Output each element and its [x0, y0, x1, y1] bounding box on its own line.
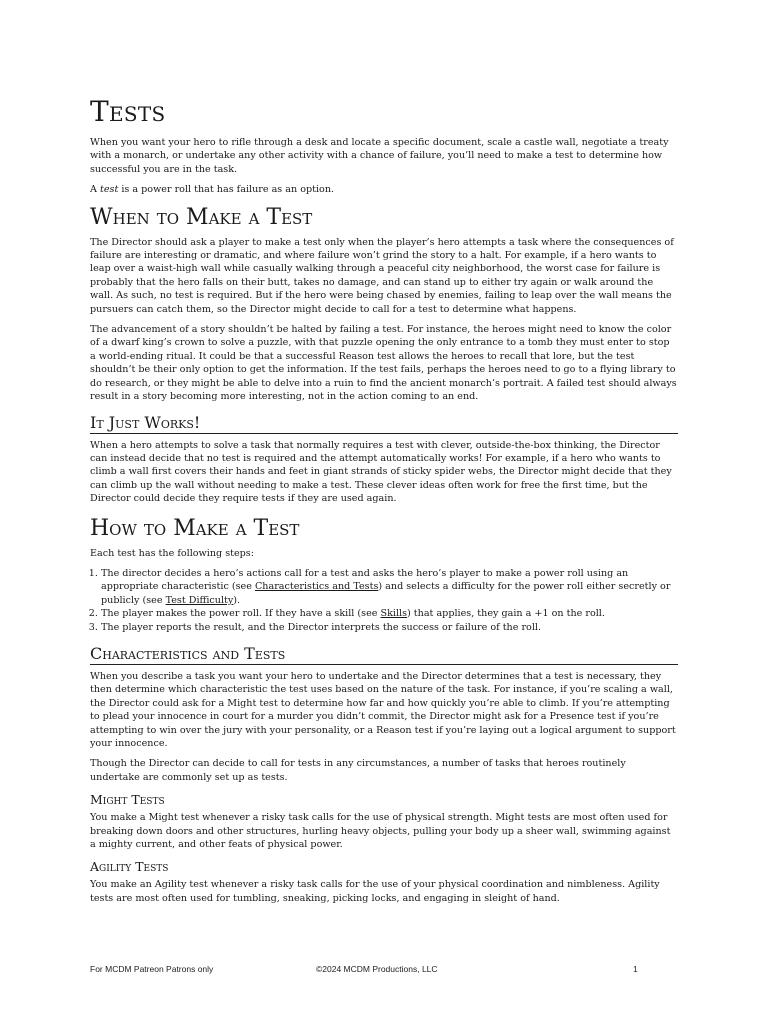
agility-paragraph: You make an Agility test whenever a risky task calls for the use of your physical coordination and nimbleness. Agility tests are most often used for tumbling, sneaking, picking locks, and engaging in sleight of hand. [90, 879, 660, 904]
heading-characteristics-and-tests: Characteristics and Tests [90, 644, 678, 665]
page-title: Tests [90, 95, 166, 128]
footer-patron-notice: For MCDM Patreon Patrons only [90, 964, 214, 974]
definition-suffix: is a power roll that has failure as an option. [118, 184, 335, 196]
document-body [90, 92, 678, 905]
characteristics-paragraph-2: Though the Director can decide to call for tests in any circumstances, a number of tasks that heroes routinely undertake are commonly set up as tests. [90, 758, 626, 783]
test-definition [90, 183, 678, 196]
step-1: 1. The director decides a hero’s actions call for a test and asks the hero’s player to make a power roll using an appropriate characteristic (see Characteristics and Tests) and selects a difficulty for the power roll either secretly or publicly (see Test Difficulty). [101, 567, 678, 607]
footer-copyright: ©2024 MCDM Productions, LLC [316, 964, 438, 974]
heading-might-tests: Might Tests [90, 792, 165, 808]
link-characteristics-and-tests[interactable]: Characteristics and Tests [254, 581, 379, 593]
step-2: 2. The player makes the power roll. If they have a skill (see Skills) that applies, they gain a +1 on the roll. [101, 607, 678, 620]
works-paragraph: When a hero attempts to solve a task that normally requires a test with clever, outside-the-box thinking, the Director can instead decide that no test is required and the attempt automatically works! For example, if a hero who wants to climb a wall first covers their hands and feet in giant strands of sticky spider webs, the Director might decide that they can climb up the wall without needing to make a test. These clever ideas often work for free the first time, but the Director could decide they require tests if they are used again. [90, 439, 672, 505]
link-test-difficulty[interactable]: Test Difficulty [165, 594, 234, 606]
steps-list [90, 567, 678, 634]
heading-when-to-make-a-test: When to Make a Test [90, 204, 313, 230]
definition-term: test [99, 184, 119, 196]
page-footer [90, 964, 638, 976]
step-3: 3. The player reports the result, and the Director interprets the success or failure of the roll. [101, 621, 678, 634]
page-number: 1 [633, 964, 638, 974]
link-skills[interactable]: Skills [380, 608, 408, 620]
might-paragraph: You make a Might test whenever a risky task calls for the use of physical strength. Might tests are most often used for breaking down doors and other structures, hurling heavy objects, pulling your body up a sheer wall, swimming against a mighty current, and other feats of physical power. [90, 812, 671, 851]
characteristics-paragraph-1: When you describe a task you want your hero to undertake and the Director determines that a test is necessary, they then determine which characteristic the test uses based on the nature of the task. For instance, if you’re scaling a wall, the Director could ask for a Might test to determine how far and how quickly you’re able to climb. If you’re attempting to plead your innocence in court for a murder you didn’t commit, the Director might ask for a Presence test if you’re attempting to win over the jury with your personality, or a Reason test if you’re laying out a logical argument to support your innocence. [90, 670, 676, 749]
heading-agility-tests: Agility Tests [90, 859, 169, 875]
intro-paragraph: When you want your hero to rifle through a desk and locate a specific document, scale a castle wall, negotiate a treaty with a monarch, or undertake any other activity with a chance of failure, you’ll need to make a test to determine how successful you are in the task. [90, 137, 669, 175]
when-paragraph-1: The Director should ask a player to make a test only when the player’s hero attempts a task where the consequences of failure are interesting or dramatic, and where failure won’t grind the story to a halt. For example, if a hero wants to leap over a waist-high wall while casually walking through a peaceful city neighborhood, the worst case for failure is probably that the hero falls on their butt, takes no damage, and can stand up to either try again or walk around the wall. As such, no test is required. But if the hero were being chased by enemies, failing to leap over the wall means the pursuers can catch them, so the Director might decide to call for a test to determine what happens. [90, 236, 674, 315]
definition-prefix: A [90, 184, 100, 196]
when-paragraph-2: The advancement of a story shouldn’t be halted by failing a test. For instance, the heroes might need to know the color of a dwarf king’s crown to solve a puzzle, with that puzzle opening the only entrance to a tomb they must enter to stop a world-ending ritual. It could be that a successful Reason test allows the heroes to recall that lore, but the test shouldn’t be their only option to get the information. If the test fails, perhaps the heroes need to go to a flying library to do research, or they might be able to delve into a ruin to find the ancient monarch’s portrait. A failed test should always result in a story becoming more interesting, not in the action coming to an end. [90, 324, 677, 403]
heading-how-to-make-a-test: How to Make a Test [90, 515, 300, 541]
heading-it-just-works: It Just Works! [90, 413, 678, 434]
steps-lead: Each test has the following steps: [90, 547, 254, 559]
